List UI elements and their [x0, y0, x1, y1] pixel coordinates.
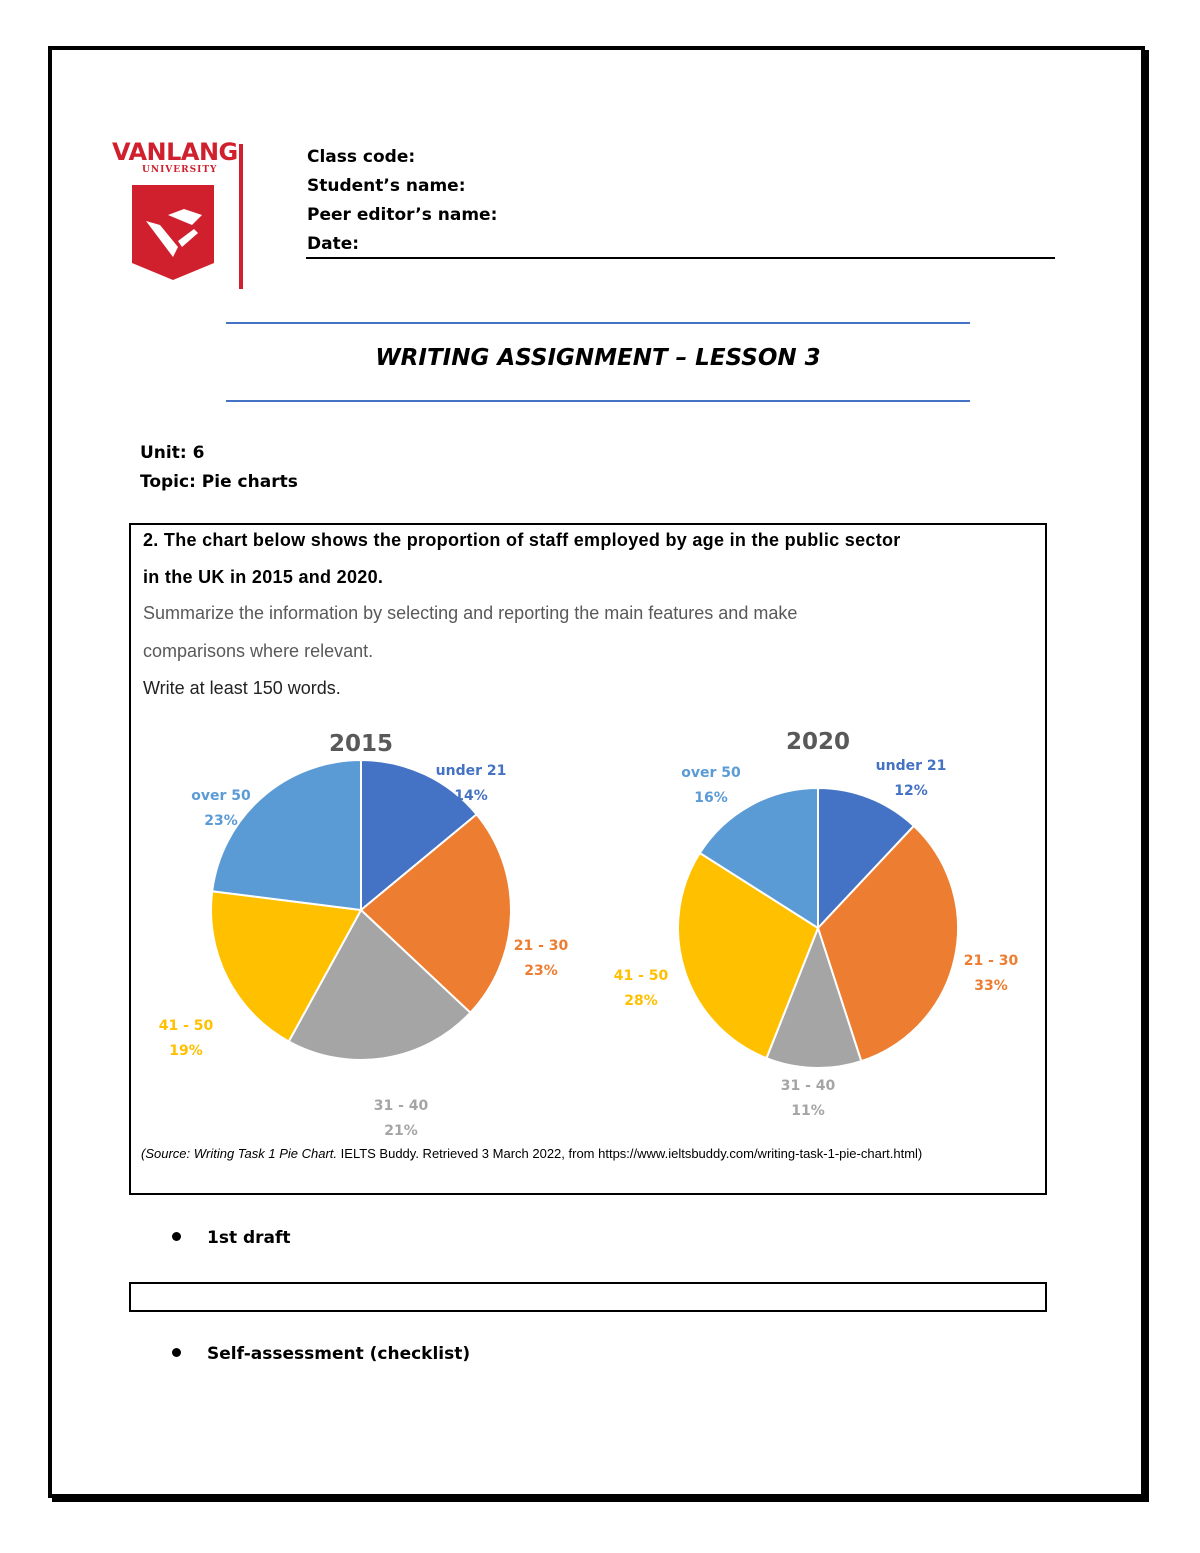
slice-label-2020-2: 31 - 40	[780, 1078, 836, 1094]
slice-label-2020-3: 41 - 50	[613, 968, 669, 984]
bullet-self-assessment	[172, 1344, 470, 1364]
header-fields	[307, 143, 1057, 259]
pie-charts	[131, 715, 1045, 1145]
slice-label-2015-1: 21 - 30	[513, 938, 569, 954]
source-citation	[141, 1145, 1036, 1163]
source-details: IELTS Buddy. Retrieved 3 March 2022, from https://www.ieltsbuddy.com/writing-task-1-pie-chart.html)	[337, 1146, 923, 1161]
slice-label-2015-4: over 50	[191, 788, 251, 804]
header-underline	[306, 257, 1055, 259]
slice-label-2020-1: 21 - 30	[963, 953, 1019, 969]
bullet-first-draft	[172, 1228, 291, 1248]
chart-title-2020: 2020	[785, 729, 851, 755]
logo-subtitle: UNIVERSITY	[142, 165, 218, 175]
task-instruction-line2: comparisons where relevant.	[143, 641, 374, 661]
page-title: WRITING ASSIGNMENT – LESSON 3	[375, 345, 821, 371]
slice-value-2020-4: 16%	[694, 790, 728, 806]
task-prompt-line2: in the UK in 2015 and 2020.	[143, 567, 384, 587]
date-label: Date:	[307, 234, 360, 254]
slice-value-2020-0: 12%	[894, 783, 928, 799]
first-draft-label: 1st draft	[207, 1228, 291, 1248]
class-code-label: Class code:	[307, 147, 416, 167]
slice-value-2020-2: 11%	[791, 1103, 825, 1119]
slice-value-2020-3: 28%	[624, 993, 658, 1009]
pie-slice-2015-over50	[212, 760, 361, 910]
first-draft-box[interactable]	[129, 1282, 1047, 1312]
slice-label-2015-3: 41 - 50	[158, 1018, 214, 1034]
task-box	[129, 523, 1047, 1195]
logo-divider-bar	[239, 144, 243, 289]
slice-value-2015-0: 14%	[454, 788, 488, 804]
slice-value-2015-3: 19%	[169, 1043, 203, 1059]
slice-label-2020-4: over 50	[681, 765, 741, 781]
self-assessment-label: Self-assessment (checklist)	[207, 1344, 471, 1364]
student-name-label: Student’s name:	[307, 176, 466, 196]
shield-emblem-icon	[132, 185, 214, 280]
chart-title-2015: 2015	[328, 731, 394, 757]
bullet-icon	[172, 1232, 181, 1241]
title-rule-bottom	[226, 400, 970, 402]
slice-label-2015-2: 31 - 40	[373, 1098, 429, 1114]
task-word-count: Write at least 150 words.	[143, 678, 341, 698]
slice-value-2020-1: 33%	[974, 978, 1008, 994]
peer-editor-label: Peer editor’s name:	[307, 205, 498, 225]
bullet-icon	[172, 1348, 181, 1357]
source-title: (Source: Writing Task 1 Pie Chart.	[141, 1146, 338, 1161]
slice-value-2015-4: 23%	[204, 813, 238, 829]
slice-label-2015-0: under 21	[435, 763, 507, 779]
task-prompt-line1: 2. The chart below shows the proportion of staff employed by age in the public sector	[143, 530, 901, 550]
vanlang-logo	[112, 140, 237, 290]
slice-label-2020-0: under 21	[875, 758, 947, 774]
unit-label: Unit: 6	[140, 443, 205, 463]
task-instruction-line1: Summarize the information by selecting and reporting the main features and make	[143, 603, 798, 623]
logo-wordmark: VANLANG	[112, 138, 238, 166]
title-rule-top	[226, 322, 970, 324]
slice-value-2015-2: 21%	[384, 1123, 418, 1139]
slice-value-2015-1: 23%	[524, 963, 558, 979]
topic-label: Topic: Pie charts	[140, 472, 298, 492]
